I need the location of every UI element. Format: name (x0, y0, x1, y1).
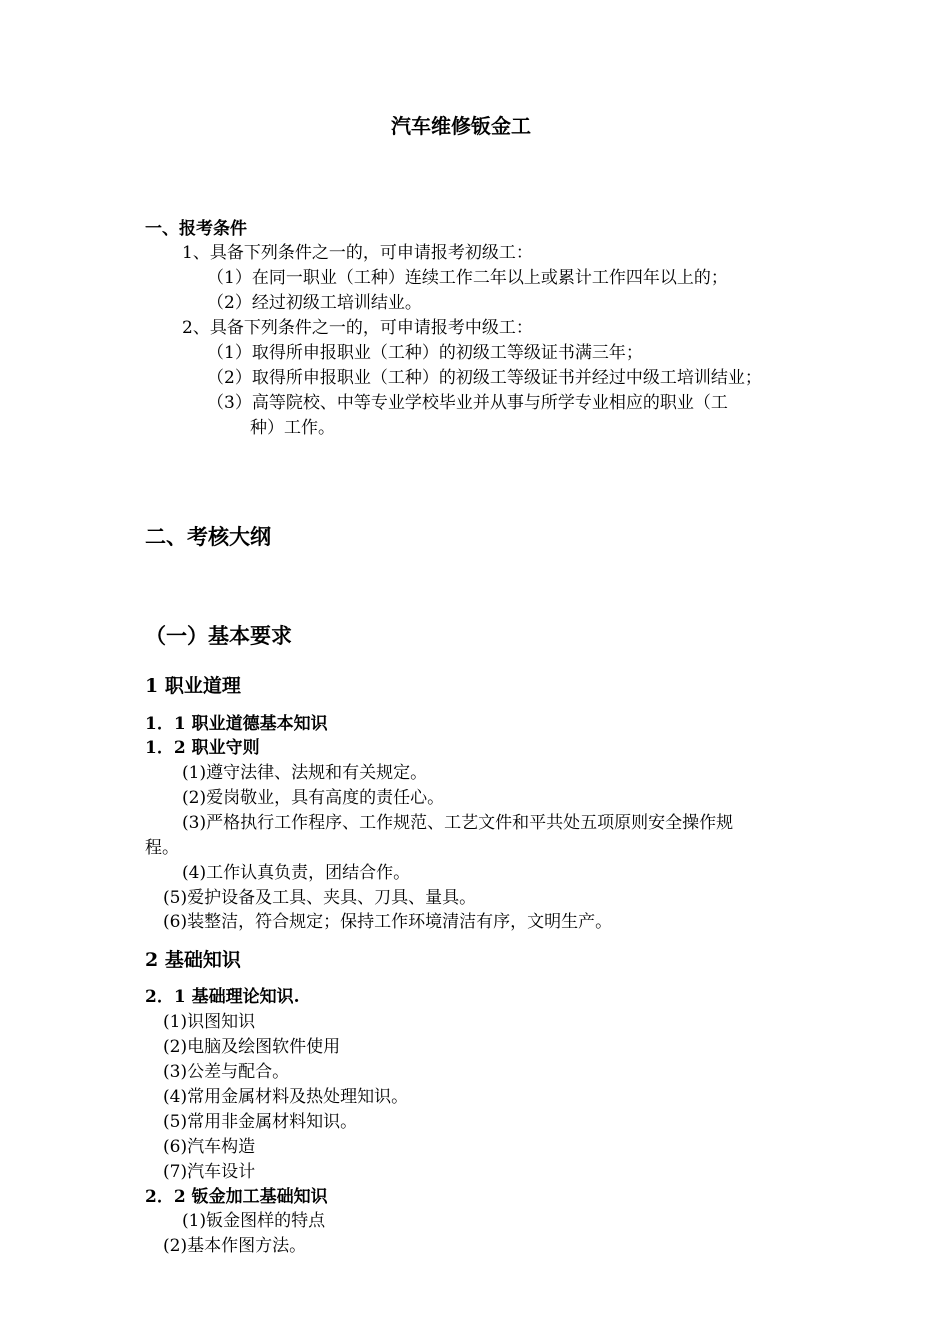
part-heading: 2 基础知识 (145, 949, 241, 971)
list-item: (2)爱岗敬业，具有高度的责任心。 (182, 788, 445, 808)
part-subheading: 1．2 职业守则 (145, 738, 260, 758)
part-heading: 1 职业道理 (145, 675, 241, 697)
section-heading-requirements: 一、报考条件 (145, 219, 247, 239)
list-item: (4)常用金属材料及热处理知识。 (163, 1087, 409, 1107)
list-item: (6)装整洁，符合规定；保持工作环境清洁有序，文明生产。 (163, 912, 613, 932)
list-item: (1)识图知识 (163, 1012, 256, 1032)
document-title: 汽车维修钣金工 (391, 114, 531, 138)
list-item: (3)公差与配合。 (163, 1062, 290, 1082)
requirement-subitem: （2）取得所申报职业（工种）的初级工等级证书并经过中级工培训结业； (207, 368, 762, 388)
requirement-item: 1、具备下列条件之一的，可申请报考初级工： (182, 243, 533, 263)
requirement-subitem: （3）高等院校、中等专业学校毕业并从事与所学专业相应的职业（工 (207, 393, 728, 413)
requirement-subitem: （1）在同一职业（工种）连续工作二年以上或累计工作四年以上的； (207, 268, 728, 288)
requirement-item: 2、具备下列条件之一的，可申请报考中级工： (182, 318, 533, 338)
list-item-continuation: 程。 (145, 838, 179, 858)
list-item: (5)常用非金属材料知识。 (163, 1112, 358, 1132)
subsection-heading-basic: （一）基本要求 (145, 623, 292, 648)
part-subheading: 2．2 钣金加工基础知识 (145, 1187, 328, 1207)
list-item: (6)汽车构造 (163, 1137, 256, 1157)
list-item: (7)汽车设计 (163, 1162, 256, 1182)
part-subheading: 1．1 职业道德基本知识 (145, 714, 328, 734)
part-subheading: 2．1 基础理论知识. (145, 987, 300, 1007)
requirement-subitem: （1）取得所申报职业（工种）的初级工等级证书满三年； (207, 343, 643, 363)
list-item: (3)严格执行工作程序、工作规范、工艺文件和平共处五项原则安全操作规 (182, 813, 734, 833)
list-item: (1)钣金图样的特点 (182, 1211, 326, 1231)
requirement-subitem-continuation: 种）工作。 (250, 418, 335, 438)
requirement-subitem: （2）经过初级工培训结业。 (207, 293, 422, 313)
list-item: (5)爱护设备及工具、夹具、刀具、量具。 (163, 888, 477, 908)
list-item: (2)基本作图方法。 (163, 1236, 307, 1256)
list-item: (2)电脑及绘图软件使用 (163, 1037, 341, 1057)
section-heading-syllabus: 二、考核大纲 (145, 524, 271, 549)
list-item: (1)遵守法律、法规和有关规定。 (182, 763, 428, 783)
list-item: (4)工作认真负责，团结合作。 (182, 863, 411, 883)
